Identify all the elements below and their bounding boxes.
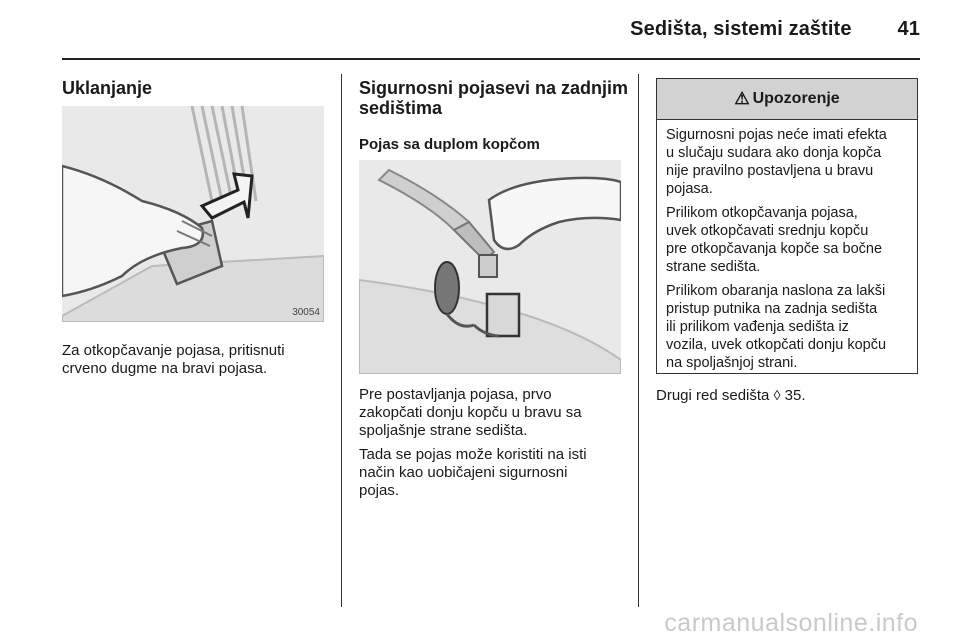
warning-paragraph xyxy=(666,204,908,276)
section-heading-removal: Uklanjanje xyxy=(62,78,153,98)
page-title xyxy=(630,18,920,41)
header-divider xyxy=(62,58,920,60)
section-heading-rear-belts xyxy=(359,78,628,118)
warning-header xyxy=(657,79,917,120)
paragraph-before-fastening xyxy=(359,386,582,440)
text-line: Prilikom obaranja naslona za lakši xyxy=(666,283,886,299)
seatbelt-release-illustration xyxy=(62,106,324,322)
text-line: strane sedišta. xyxy=(666,259,761,275)
warning-paragraph xyxy=(666,282,908,372)
text-line: pristup putnika na zadnja sedišta xyxy=(666,301,878,317)
xref-text: Drugi red sedišta xyxy=(656,387,770,404)
text-line: Tada se pojas može koristiti na isti xyxy=(359,446,587,463)
column-divider-2 xyxy=(638,74,639,607)
page-number: 41 xyxy=(897,18,920,40)
text-line: ili prilikom vađenja sedišta iz xyxy=(666,319,849,335)
text-line: Prilikom otkopčavanja pojasa, xyxy=(666,205,858,221)
text-line: spoljašnje strane sedišta. xyxy=(359,422,528,439)
text-line: crveno dugme na bravi pojasa. xyxy=(62,360,268,377)
chapter-title: Sedišta, sistemi zaštite xyxy=(630,18,852,40)
text-line: zakopčati donju kopču u bravu sa xyxy=(359,404,582,421)
text-line: na spoljašnjoj strani. xyxy=(666,355,798,371)
text-line: pojas. xyxy=(359,482,400,499)
text-line: način kao uobičajeni sigurnosni xyxy=(359,464,568,481)
paragraph-usage xyxy=(359,446,587,500)
heading-line: Sigurnosni pojasevi na zadnjim xyxy=(359,78,629,98)
arrow-reference-icon: ◊ xyxy=(773,387,781,403)
text-line: nije pravilno postavljena u bravu xyxy=(666,163,874,179)
warning-body xyxy=(657,120,917,372)
warning-title: Upozorenje xyxy=(752,90,840,107)
text-line: vozila, uvek otkopčati donju kopču xyxy=(666,337,887,353)
text-line: pojasa. xyxy=(666,181,713,197)
removal-text xyxy=(62,342,285,378)
text-line: pre otkopčavanja kopče sa bočne xyxy=(666,241,883,257)
text-line: Pre postavljanja pojasa, prvo xyxy=(359,386,552,403)
text-line: Za otkopčavanje pojasa, pritisnuti xyxy=(62,342,285,359)
warning-triangle-icon: ⚠ xyxy=(734,89,750,108)
figure-number: 30054 xyxy=(292,307,320,318)
warning-paragraph xyxy=(666,126,908,198)
text-line: Sigurnosni pojas neće imati efekta xyxy=(666,127,887,143)
watermark: carmanualsonline.info xyxy=(664,609,918,637)
cross-reference xyxy=(656,386,806,405)
xref-page-link[interactable]: 35. xyxy=(784,387,806,404)
warning-box xyxy=(656,78,918,374)
heading-line: sedištima xyxy=(359,98,443,118)
column-divider-1 xyxy=(341,74,342,607)
double-buckle-illustration xyxy=(359,160,621,374)
text-line: uvek otkopčavati srednju kopču xyxy=(666,223,869,239)
text-line: u slučaju sudara ako donja kopča xyxy=(666,145,882,161)
subheading-double-buckle: Pojas sa duplom kopčom xyxy=(359,136,540,153)
